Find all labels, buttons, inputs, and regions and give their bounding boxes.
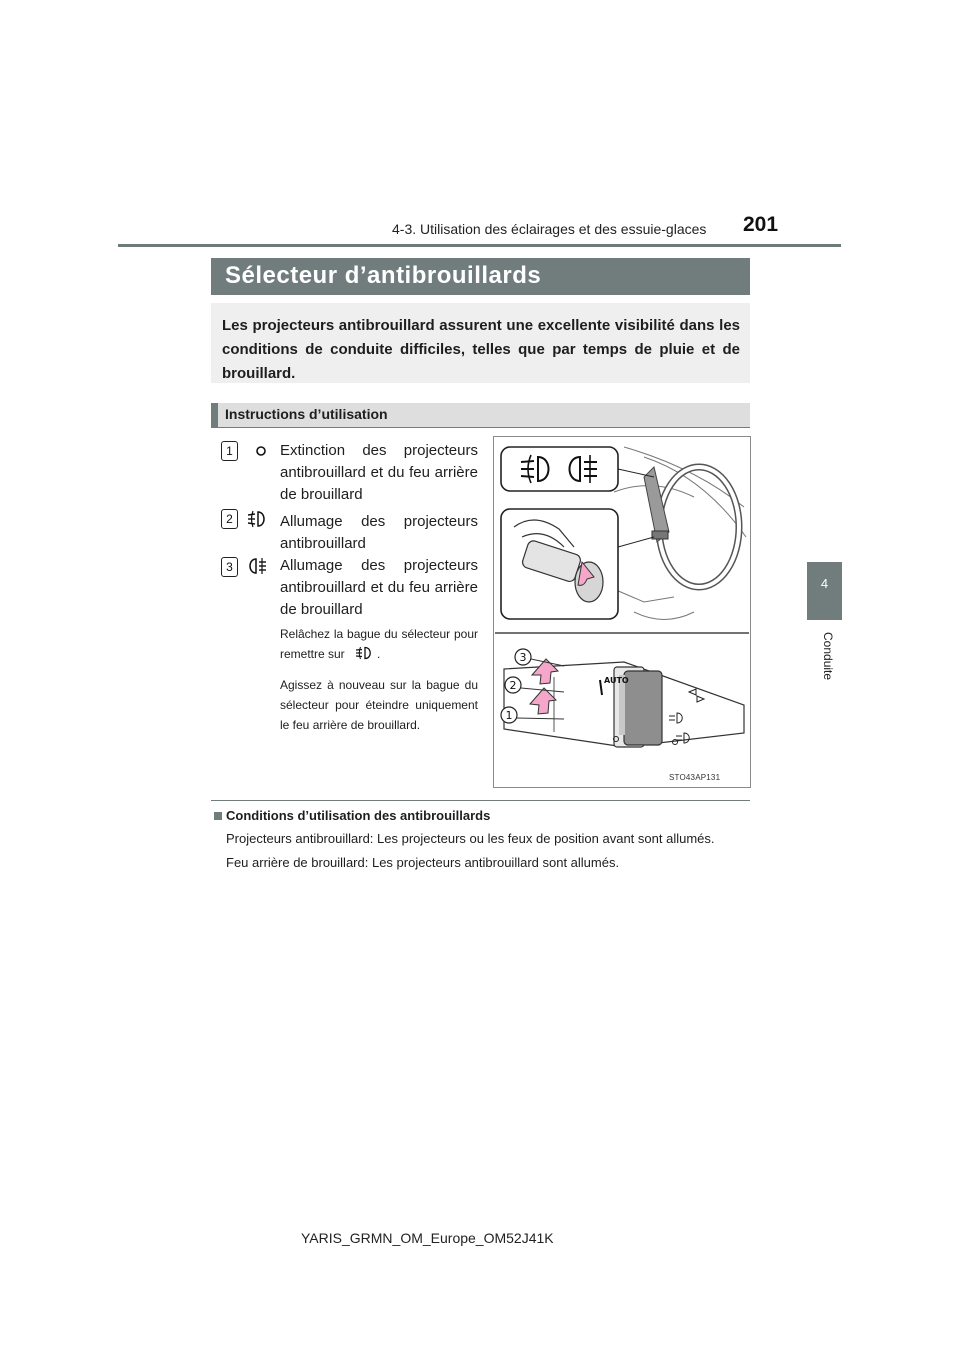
fog-switch-illustration [494, 437, 750, 787]
chapter-label [805, 632, 845, 692]
item-number-2: 2 [221, 509, 238, 529]
item-number-3: 3 [221, 557, 238, 577]
chapter-label-text: Conduite [821, 632, 835, 681]
subtitle: Instructions d’utilisation [225, 406, 388, 422]
rear-fog-light-icon [246, 557, 268, 575]
bullet-square-icon [214, 812, 222, 820]
item-text-1: Extinction des projecteurs antibrouillard et du feu arrière de brouillard [280, 442, 478, 503]
note-1-text: Relâchez la bague du sélecteur pour remettre sur [280, 627, 478, 661]
item-text-2: Allumage des projecteurs antibrouillard [280, 513, 478, 552]
illustration-panel [493, 436, 751, 788]
note-2: Agissez à nouveau sur la bague du sélecteur pour éteindre uniquement le feu arrière de brouillard. [280, 678, 478, 732]
page-title: Sélecteur d’antibrouillards [225, 262, 542, 289]
subtitle-rule [211, 427, 750, 428]
off-circle-icon [255, 445, 267, 457]
conditions-title: Conditions d’utilisation des antibrouillards [226, 808, 491, 823]
intro-text: Les projecteurs antibrouillard assurent une excellente visibilité dans les conditions de conduite difficiles, telles que par temps de pluie et de brouillard. [222, 317, 740, 382]
chapter-tab [807, 562, 842, 620]
page-number: 201 [743, 213, 779, 236]
footer-doc-code: YARIS_GRMN_OM_Europe_OM52J41K [301, 1230, 554, 1246]
header-rule [118, 244, 841, 247]
conditions-line-rear: Feu arrière de brouillard: Les projecteurs antibrouillard sont allumés. [226, 855, 620, 870]
conditions-rule [211, 800, 750, 801]
fog-switch-ring [624, 671, 662, 745]
figure-code: STO43AP131 [669, 773, 721, 782]
position-label-2: 2 [509, 679, 517, 692]
position-label-1: 1 [505, 709, 513, 722]
front-fog-light-icon [354, 646, 374, 660]
item-number-1: 1 [221, 441, 238, 461]
front-fog-light-icon [246, 510, 268, 528]
position-label-3: 3 [519, 651, 527, 664]
header-section-title: 4-3. Utilisation des éclairages et des essuie-glaces [392, 221, 707, 237]
item-text-3: Allumage des projecteurs antibrouillard et du feu arrière de brouillard [280, 557, 478, 618]
callout-bubble [501, 447, 618, 491]
conditions-line-front: Projecteurs antibrouillard: Les projecteurs ou les feux de position avant sont allumés. [226, 831, 715, 846]
note-1 [280, 624, 478, 664]
auto-label: AUTO [604, 676, 629, 685]
chapter-number: 4 [820, 576, 829, 591]
note-1-end: . [377, 647, 381, 661]
subtitle-accent [211, 403, 218, 427]
